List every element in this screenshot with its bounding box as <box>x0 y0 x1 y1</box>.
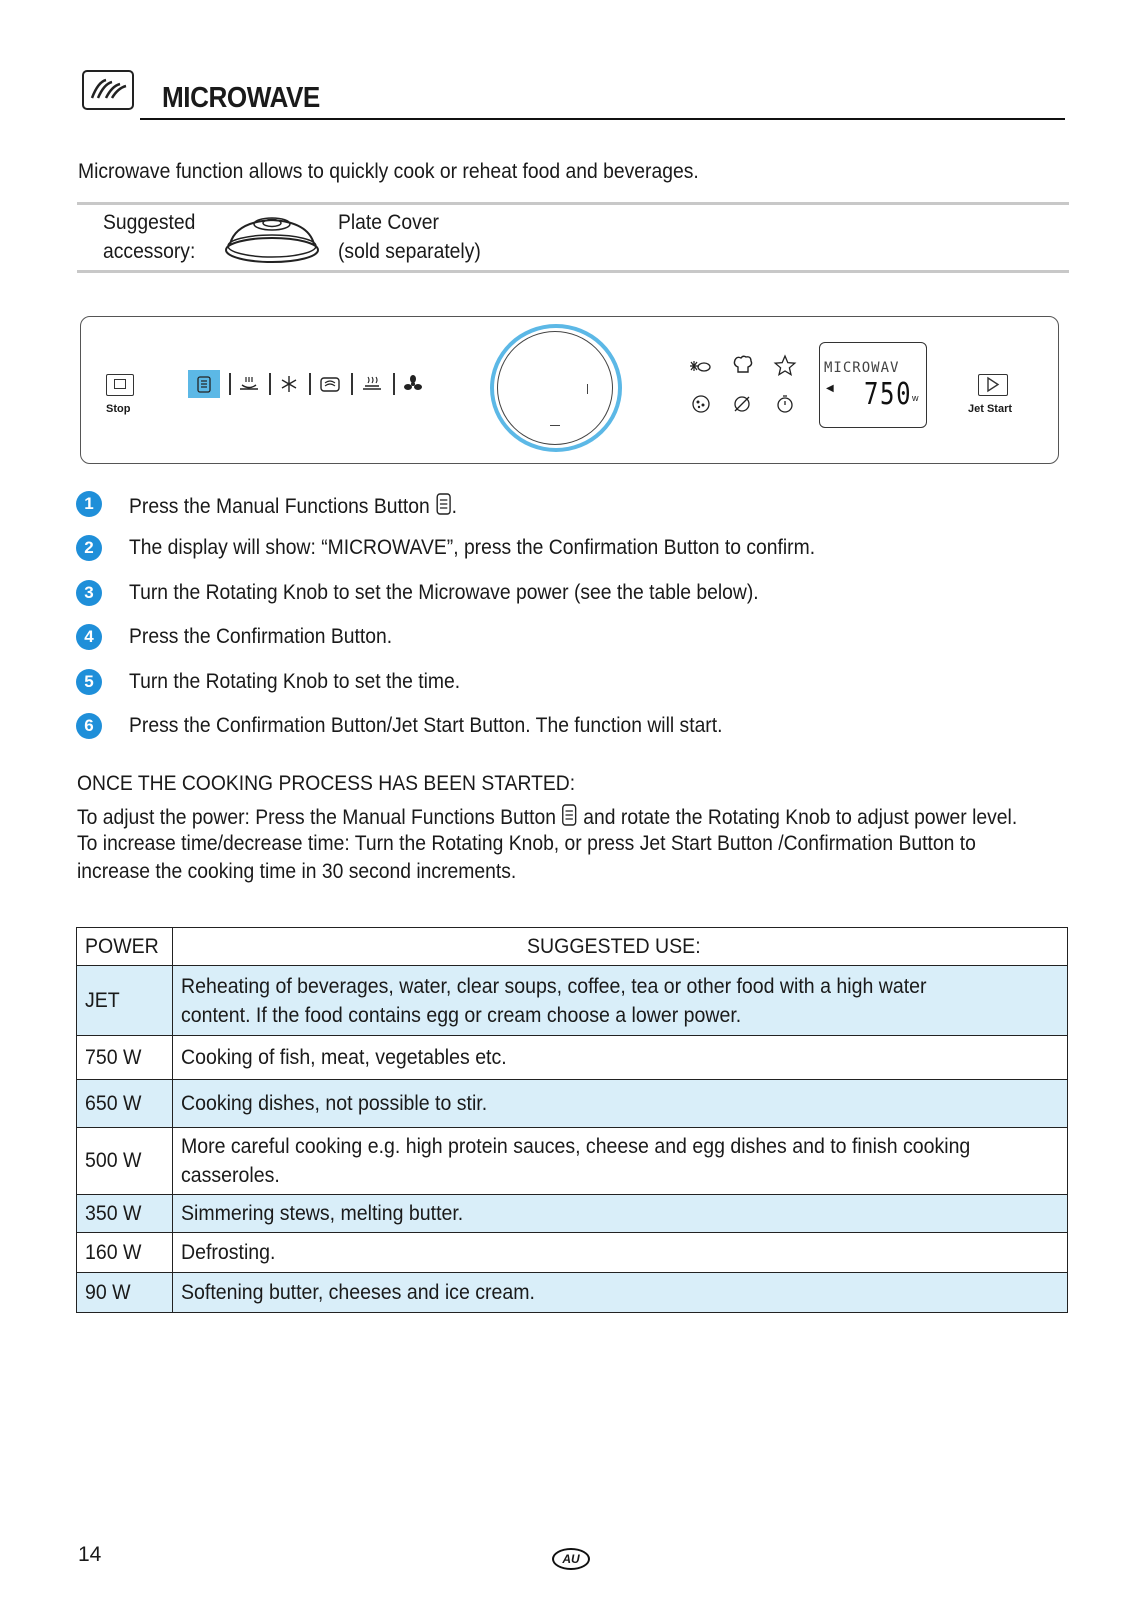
power-table <box>76 927 1068 1313</box>
table-row <box>77 1195 1068 1233</box>
step-number: 2 <box>76 535 102 561</box>
table-row <box>77 1080 1068 1128</box>
accessory-top-rule <box>77 202 1069 205</box>
table-header: SUGGESTED USE: <box>173 928 1068 966</box>
step-text: The display will show: “MICROWAVE”, press the Confirmation Button to confirm. <box>129 536 816 559</box>
table-row <box>77 1273 1068 1313</box>
power-cell: 750 W <box>77 1036 173 1080</box>
table-header-row <box>77 928 1068 966</box>
jet-start-label: Jet Start <box>968 403 1013 415</box>
step-text: Press the Manual Functions Button . <box>129 492 457 519</box>
manual-functions-icon <box>435 492 452 516</box>
play-icon <box>979 375 1006 394</box>
oven-icon[interactable] <box>317 373 343 395</box>
step-number: 4 <box>76 624 102 650</box>
stop-icon <box>114 379 126 389</box>
separator <box>393 373 395 395</box>
defrost-icon[interactable] <box>277 373 301 395</box>
use-cell: Cooking dishes, not possible to stir. <box>173 1080 1068 1128</box>
frozen-icon[interactable] <box>687 355 713 377</box>
power-cell: 90 W <box>77 1273 173 1313</box>
intro-text: Microwave function allows to quickly cook or reheat food and beverages. <box>78 160 699 183</box>
use-cell: Simmering stews, melting butter. <box>173 1195 1068 1233</box>
step-number: 5 <box>76 669 102 695</box>
display-screen <box>819 342 927 428</box>
display-text: MICROWAV <box>824 360 900 376</box>
step-number: 3 <box>76 580 102 606</box>
microwave-waves-icon <box>82 70 134 110</box>
process-line: To increase time/decrease time: Turn the Rotating Knob, or press Jet Start Button /Confirmation Button to <box>77 832 976 855</box>
step-text: Press the Confirmation Button. <box>129 625 393 648</box>
use-cell: More careful cooking e.g. high protein sauces, cheese and egg dishes and to finish cooking casseroles. <box>173 1128 1068 1195</box>
rotating-knob[interactable] <box>490 324 622 452</box>
process-heading: ONCE THE COOKING PROCESS HAS BEEN STARTED: <box>77 772 576 795</box>
step-text: Turn the Rotating Knob to set the time. <box>129 670 461 693</box>
step-number: 1 <box>76 491 102 517</box>
process-line: To adjust the power: Press the Manual Functions Button and rotate the Rotating Knob to adjust power level. <box>77 803 1017 830</box>
process-line: increase the cooking time in 30 second increments. <box>77 860 517 883</box>
table-row <box>77 966 1068 1036</box>
cookie-icon[interactable] <box>688 393 714 415</box>
power-cell: 350 W <box>77 1195 173 1233</box>
table-header: POWER <box>77 928 173 966</box>
power-cell: 160 W <box>77 1233 173 1273</box>
manual-functions-button[interactable] <box>188 370 220 398</box>
step-number: 6 <box>76 713 102 739</box>
table-row <box>77 1128 1068 1195</box>
power-cell: JET <box>77 966 173 1036</box>
separator <box>351 373 353 395</box>
title-rule <box>140 118 1065 120</box>
no-icon[interactable] <box>730 393 754 415</box>
table-row <box>77 1036 1068 1080</box>
separator <box>309 373 311 395</box>
region-badge: AU <box>552 1548 590 1570</box>
page-title: MICROWAVE <box>162 82 320 114</box>
accessory-bottom-rule <box>77 270 1069 273</box>
manual-functions-icon <box>188 370 220 398</box>
plate-cover-icon <box>222 208 322 273</box>
timer-icon[interactable] <box>773 393 797 415</box>
star-icon[interactable] <box>773 354 797 376</box>
page-number: 14 <box>78 1543 102 1566</box>
grill-icon[interactable] <box>236 373 262 395</box>
power-cell: 500 W <box>77 1128 173 1195</box>
fan-icon[interactable] <box>401 373 425 395</box>
use-cell: Cooking of fish, meat, vegetables etc. <box>173 1036 1068 1080</box>
crisp-icon[interactable] <box>359 373 385 395</box>
jet-start-button[interactable] <box>978 374 1008 396</box>
power-cell: 650 W <box>77 1080 173 1128</box>
display-value: 750 <box>864 377 913 412</box>
step-text: Turn the Rotating Knob to set the Microwave power (see the table below). <box>129 581 759 604</box>
accessory-label: Suggested accessory: <box>103 211 196 263</box>
separator <box>229 373 231 395</box>
separator <box>269 373 271 395</box>
use-cell: Softening butter, cheeses and ice cream. <box>173 1273 1068 1313</box>
manual-functions-icon <box>561 803 578 827</box>
step-text: Press the Confirmation Button/Jet Start Button. The function will start. <box>129 714 723 737</box>
use-cell: Reheating of beverages, water, clear soups, coffee, tea or other food with a high water content. If the food contains egg or cream choose a lower power. <box>173 966 1068 1036</box>
chef-icon[interactable] <box>730 353 756 377</box>
table-row <box>77 1233 1068 1273</box>
accessory-name: Plate Cover (sold separately) <box>338 211 481 263</box>
display-unit: w <box>912 393 919 403</box>
stop-label: Stop <box>106 403 131 415</box>
display-left-arrow: ◀ <box>826 383 834 394</box>
use-cell: Defrosting. <box>173 1233 1068 1273</box>
stop-button[interactable] <box>106 374 134 396</box>
control-panel <box>80 316 1059 464</box>
